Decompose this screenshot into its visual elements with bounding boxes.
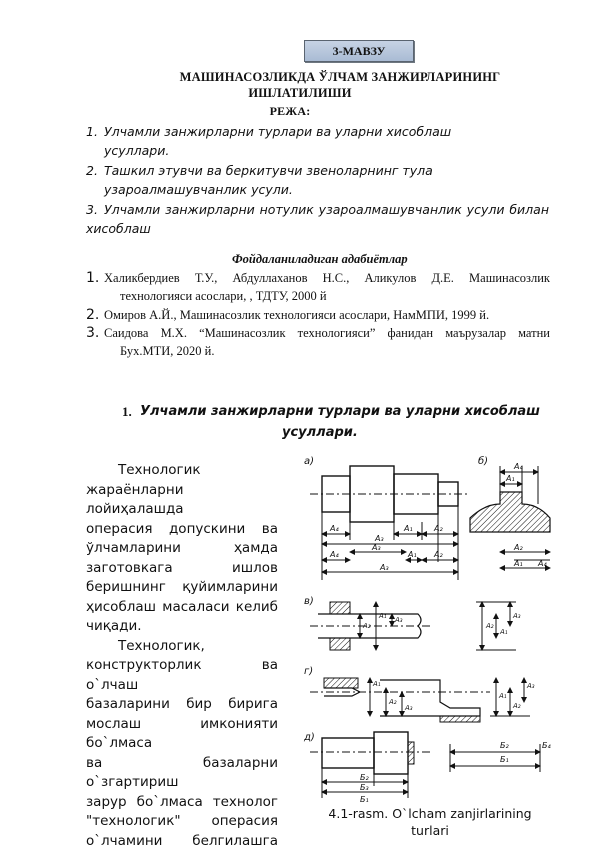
lit-item-1-line2: технологияси асослари, , ТДТУ, 2000 й [120,289,327,304]
page-title-line1: МАШИНАСОЗЛИКДА ЎЛЧАМ ЗАНЖИРЛАРИНИНГ [100,70,580,85]
panel-g-drawing [304,666,535,722]
plan-item-1-num: 1. [86,124,98,139]
plan-item-2-num: 2. [86,163,98,178]
body-line: ва базаларни о`згартириш [86,754,278,793]
figure-caption-line1: 4.1-rasm. O`lcham zanjirlarining [310,806,550,821]
dim-label: A₁ [498,692,507,700]
section-title-line2: усуллари. [282,425,358,440]
section-num: 1. [122,404,132,420]
dim-label: A₁ [372,680,381,688]
plan-item-3-line2: хисоблаш [86,221,151,236]
lit-item-3-num: 3. [86,325,99,341]
dim-label: A₄ [329,524,339,533]
dim-label: A₃ [404,704,413,712]
dim-label: A₁ [499,628,508,636]
body-line: ҳисоблаш масаласи келиб [86,598,278,618]
lit-item-2-line1: Омиров А.Й., Машинасозлик технологияси асослари, НамМПИ, 1999 й. [104,308,489,323]
lit-item-2-num: 2. [86,307,99,323]
panel-d-label: д) [303,732,315,743]
panel-v-label: в) [304,596,314,607]
dim-label: Б₂ [500,741,509,750]
body-line: жараёнларни лойиҳалашда [86,481,278,520]
lit-item-3-line1: Саидова М.Х. “Машинасозлик технологияси” фанидан маърузалар матни [104,326,550,341]
dim-label: A₃ [394,616,403,624]
dim-label: A₁ [407,550,417,559]
body-line: "технологик" операсия [86,812,278,832]
body-line: заготовкага ишлов [86,559,278,579]
lit-item-1-num: 1. [86,270,99,286]
plan-item-1-line2: усуллари. [104,143,169,158]
plan-label: РЕЖА: [50,104,530,119]
body-line: чиқади. [86,617,278,637]
page-title-line2: ИШЛАТИЛИШИ [60,86,540,101]
body-line: базаларини бир бирига [86,695,278,715]
dim-label: A₄ [513,462,523,471]
dim-label: A₃ [374,534,384,543]
body-line: операсия допускини ва [86,520,278,540]
plan-item-2-line2: узароалмашувчанлик усули. [104,182,293,197]
dim-label: A₁ [403,524,413,533]
body-line: Технологик, [86,637,278,657]
dim-label: A₂ [513,543,523,552]
dim-label: Б₃ [360,783,369,792]
dim-label: Б₁ [360,795,369,804]
lit-item-3-line2: Бух.МТИ, 2020 й. [120,344,214,359]
topic-badge: 3-МАВЗУ [304,40,414,62]
dim-label: A₂ [362,622,371,630]
body-paragraphs [86,461,278,851]
body-line: Технологик [86,461,278,481]
dim-label: A₂ [485,622,494,630]
body-line: мослаш имконияти бо`лмаса [86,715,278,754]
dim-label: A₃ [512,612,521,620]
panel-b-drawing [470,455,550,568]
plan-item-2-line1: Ташкил этувчи ва беркитувчи звеноларнинг тула [104,163,433,178]
literature-heading: Фойдаланиладиган адабиётлар [232,252,408,267]
panel-g-label: г) [304,666,313,677]
body-line: беришнинг қуйимларини [86,578,278,598]
dim-label: A₁ [513,559,523,568]
panel-a-drawing [304,456,470,580]
dim-label: A₁ [378,612,387,620]
dim-label: A₂ [433,524,443,533]
panel-b-label: б) [478,455,488,467]
plan-item-3-num: 3. [86,202,98,217]
dimension-chain-figure [300,452,560,804]
body-line: конструкторлик ва о`лчаш [86,656,278,695]
dim-label: A₃ [379,563,389,572]
body-line: о`лчамини белгилашга [86,832,278,851]
dim-label: A₂ [512,702,521,710]
section-title-line1: Улчамли занжирларни турлари ва уларни хисоблаш [140,404,540,419]
plan-item-3-line1: Улчамли занжирларни нотулик узароалмашувчанлик усули билан [104,202,549,217]
panel-v-drawing [304,596,521,650]
dim-label: A₂ [388,698,397,706]
body-line: ўлчамларини ҳамда [86,539,278,559]
panel-d-drawing [303,732,551,804]
dim-label: Б₁ [500,755,509,764]
dim-label: A₃ [371,543,381,552]
dim-label: Б₂ [360,773,369,782]
figure-caption-line2: turlari [310,823,550,838]
dim-label: A₁ [505,474,515,483]
dim-label: A₃ [526,682,535,690]
lit-item-1-line1: Халикбердиев Т.У., Абдуллаханов Н.С., Аликулов Д.Е. Машинасозлик [104,271,550,286]
body-line: зарур бо`лмаса технолог [86,793,278,813]
dim-label: Б₄ [542,741,551,750]
dim-label: A₂ [433,550,443,559]
dim-label: A₄ [537,559,547,568]
panel-a-label: а) [304,456,314,467]
dim-label: A₄ [329,550,339,559]
plan-item-1-line1: Улчамли занжирларни турлари ва уларни хисоблаш [104,124,451,139]
